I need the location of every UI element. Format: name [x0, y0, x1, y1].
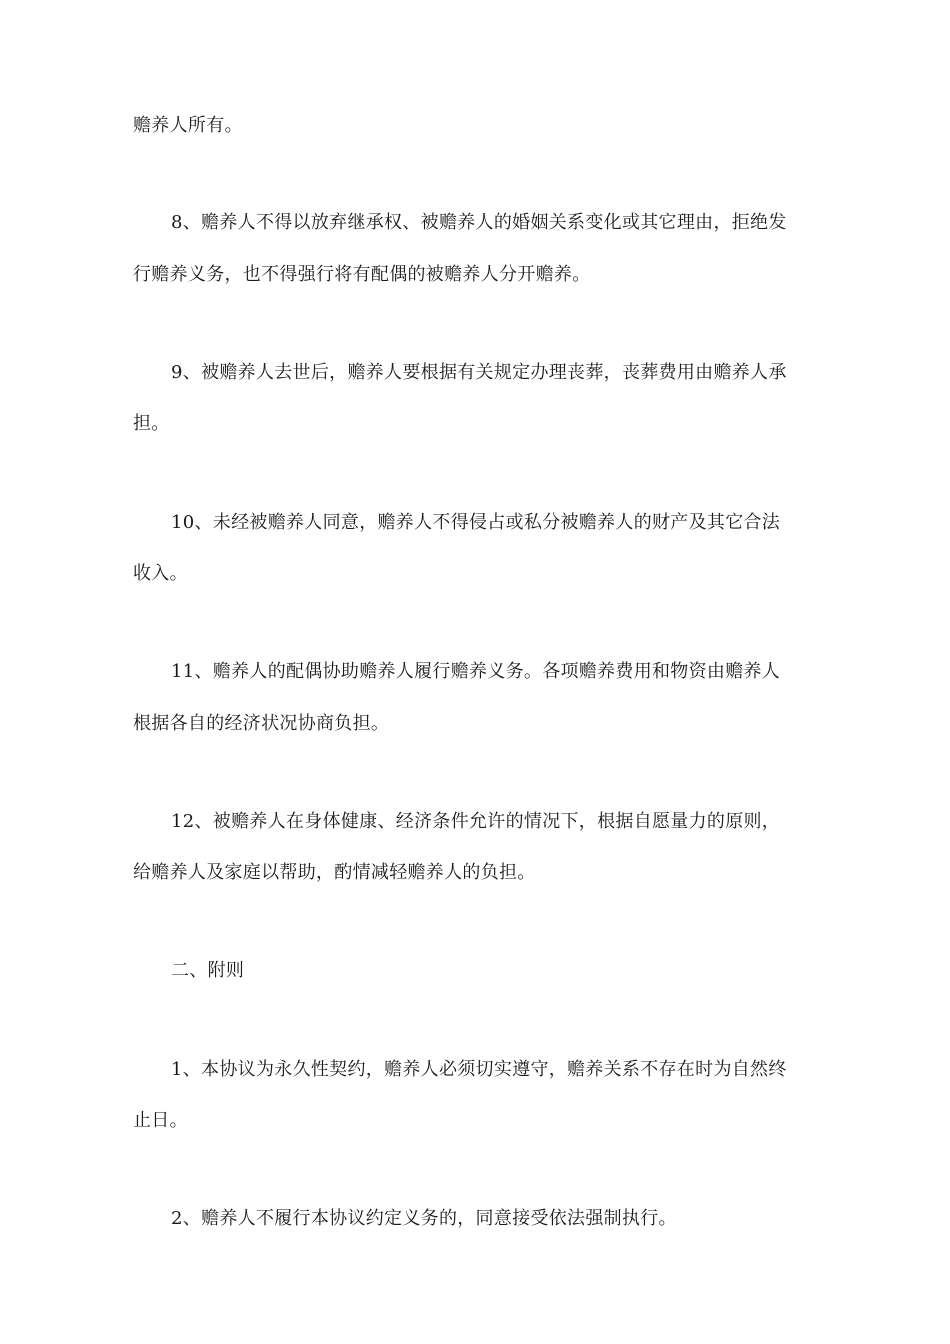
section-heading-appendix: 二、附则 — [171, 960, 245, 981]
paragraph-7-continuation: 赡养人所有。 — [133, 115, 243, 136]
clause-9-line-2: 担。 — [133, 413, 170, 434]
appendix-clause-2-line-1: 2、赡养人不履行本协议约定义务的，同意接受依法强制执行。 — [171, 1208, 677, 1229]
clause-8-line-2: 行赡养义务，也不得强行将有配偶的被赡养人分开赡养。 — [133, 264, 591, 285]
clause-11-line-2: 根据各自的经济状况协商负担。 — [133, 713, 390, 734]
clause-9-line-1: 9、被赡养人去世后，赡养人要根据有关规定办理丧葬，丧葬费用由赡养人承 — [171, 362, 787, 383]
clause-12-line-2: 给赡养人及家庭以帮助，酌情减轻赡养人的负担。 — [133, 862, 536, 883]
clause-8-line-1: 8、赡养人不得以放弃继承权、被赡养人的婚姻关系变化或其它理由，拒绝发 — [171, 212, 787, 233]
appendix-clause-1-line-1: 1、本协议为永久性契约，赡养人必须切实遵守，赡养关系不存在时为自然终 — [171, 1059, 787, 1080]
appendix-clause-1-line-2: 止日。 — [133, 1110, 188, 1131]
clause-10-line-1: 10、未经被赡养人同意，赡养人不得侵占或私分被赡养人的财产及其它合法 — [171, 512, 781, 533]
clause-10-line-2: 收入。 — [133, 563, 188, 584]
clause-12-line-1: 12、被赡养人在身体健康、经济条件允许的情况下，根据自愿量力的原则， — [171, 811, 781, 832]
clause-11-line-1: 11、赡养人的配偶协助赡养人履行赡养义务。各项赡养费用和物资由赡养人 — [171, 661, 781, 682]
